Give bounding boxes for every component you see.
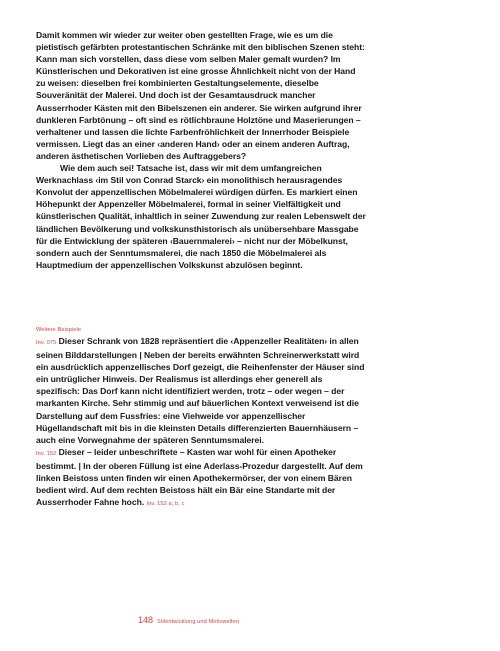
body-text-section-2 [36,335,366,510]
page-number: 148 [138,615,154,625]
paragraph-1: Damit kommen wir wieder zur weiter oben gestellten Frage, wie es um die pietistisch gefärbten protestantischen Schränke mit den biblischen Szenen steht: Kann man sich vorstellen, dass diese vom selben Maler gemalt wurden? Im Künstlerischen und Dekorativen ist eine grosse Ähnlichkeit nicht von der Hand zu weisen: dieselben frei kombinierten Gestaltungselemente, dieselbe Souveränität der Malerei. Und doch ist der Gesamtausdruck mancher Ausserrhoder Kästen mit den Bibelszenen ein anderer. Sie wirken aufgrund ihrer dunkleren Farbtönung – oft sind es rötlichbraune Holztöne und Maserierungen – verhaltener und lassen die lichte Farbenfröhlichkeit der Innerrhoder Beispiele vermissen. Liegt das an einer ‹anderen Hand› oder an einem anderen Auftrag, anderen ästhetischen Vorlieben des Auftraggebers? [36,30,365,161]
inventory-reference: Inv. 075 [36,340,57,346]
running-title: Stilentwicklung und Motivwelten [157,619,240,625]
page-footer [138,610,239,628]
inventory-reference-end: Inv. 152 a, b, c [146,501,185,508]
entry-text: Dieser – leider unbeschriftete – Kasten war wohl für einen Apotheker bestimmt. | In der oberen Füllung ist eine Aderlass-Prozedur dargestellt. Auf dem linken Beistoss unten finden wir einen Apothekermörser, der von einem Bären bedient wird. Auf dem rechten Beistoss hält ein Bär eine Standarte mit der Ausserrhoder Fahne hoch. [36,446,363,508]
section-heading: Weitere Beispiele [36,327,82,333]
paragraph-2: Wie dem auch sei! Tatsache ist, dass wir mit dem umfangreichen Werknachlass ‹im Stil von Conrad Starck› ein monolithisch herausragendes Konvolut der appenzellischen Möbelmalerei würdigen dürfen. Es markiert einen Höhepunkt der Appenzeller Möbelmalerei, formal in seiner Vielfältigkeit und künstlerischen Qualität, inhaltlich in seiner Zuwendung zur realen Lebenswelt der ländlichen Bevölkerung und volkskunsthistorisch als unübersehbare Massgabe für die Entwicklung der späteren ‹Bauernmalerei› – nicht nur der Möbelkunst, sondern auch der Senntumsmalerei, die nach 1850 die Möbelmalerei als Hauptmedium der appenzellischen Volkskunst abzulösen beginnt. [36,163,366,270]
entry-inv-152 [36,446,366,510]
body-text-section-1 [36,29,366,271]
entry-text: Dieser Schrank von 1828 repräsentiert die ‹Appenzeller Realitäten› in allen seinen Bilddarstellungen | Neben der bereits erwähnten Schreinerwerkstatt wird ein ausdrücklich appenzellisches Dorf gezeigt, die Reihenfenster der Häuser sind ein untrüglicher Hinweis. Der Realismus ist allerdings eher generell als spezifisch: Das Dorf kann nicht identifiziert werden, trotz – oder wegen – der markanten Kirche. Sehr stimmig und auf bäuerlichen Kontext verweisend ist die Darstellung auf dem Fussfries: eine Viehweide vor appenzellischer Hügellandschaft mit bis in die kleinsten Details differenzierten Bauernhäusern – auch eine Vorwegnahme der späteren Senntumsmalerei. [36,336,365,445]
inventory-reference: Inv. 152 [36,450,57,457]
entry-inv-075 [36,335,366,446]
